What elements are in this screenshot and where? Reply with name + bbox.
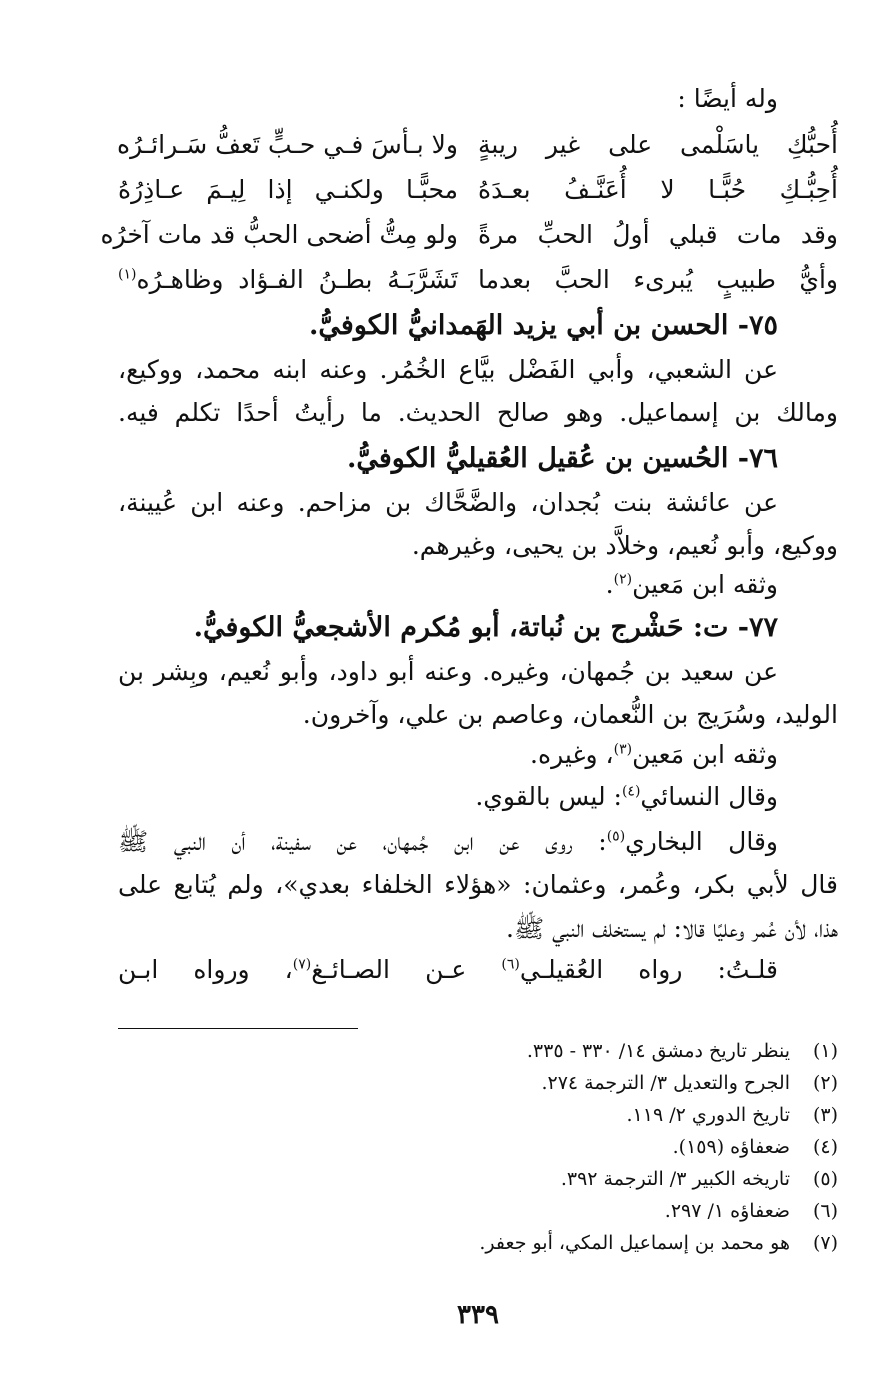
footnote-ref: (١) <box>118 266 137 283</box>
footnote-text: ضعفاؤه ١/ ٢٩٧. <box>664 1200 790 1222</box>
footnote-ref: (٦) <box>501 956 520 973</box>
entry-note-line: وقال النسائي$^{(٤)}$: ليس بالقوي. <box>475 782 778 811</box>
page-number: ٣٣٩ <box>457 1300 499 1330</box>
entry-text-line: عن سعيد بن جُمهان، وغيره. وعنه أبو داود، وأبو نُعيم، وبِشر بن <box>118 657 778 686</box>
entry-text-line: قلـتُ: رواه العُقيلـي$^{(٦)}$ عـن الصـائـغ$^{(٧)}$، ورواه ابـن <box>118 955 779 984</box>
footnote-ref: (٢) <box>613 571 633 588</box>
footnote-ref: (٧) <box>292 956 312 973</box>
entry-text-line: هذا، لأن عُمر وعليًا قالا: لم يستخلف النبي ﷺ. <box>506 914 838 943</box>
footnote-number: (٢) <box>812 1072 838 1094</box>
footnote-text: الجرح والتعديل ٣/ الترجمة ٢٧٤. <box>541 1072 790 1094</box>
footnote-text: هو محمد بن إسماعيل المكي، أبو جعفر. <box>479 1232 790 1254</box>
poem-hemistich: وقد مات قبلي أولُ الحبِّ مرةً <box>478 220 838 249</box>
footnote-text: تاريخه الكبير ٣/ الترجمة ٣٩٢. <box>560 1168 790 1190</box>
entry-heading: ٧٧- ت: حَشْرج بن نُباتة، أبو مُكرم الأشجعيُّ الكوفيُّ. <box>193 612 778 643</box>
poem-hemistich: أُحبُّكِ ياسَلْمى على غير ريبةٍ <box>478 130 838 159</box>
footnote <box>118 1168 838 1190</box>
footnote <box>118 1104 838 1126</box>
footnote-ref: (٤) <box>621 783 641 800</box>
footnote <box>118 1200 838 1222</box>
entry-text-line: الوليد، وسُرَيج بن النُّعمان، وعاصم بن علي، وآخرون. <box>302 700 838 729</box>
footnote-number: (٥) <box>812 1168 838 1190</box>
footnote <box>118 1232 838 1254</box>
entry-text-line: عن عائشة بنت بُجدان، والضَّحَّاك بن مزاحم. وعنه ابن عُيينة، <box>118 488 778 517</box>
footnote-text: ضعفاؤه (١٥٩). <box>672 1136 790 1158</box>
entry-heading: ٧٥- الحسن بن أبي يزيد الهَمدانيُّ الكوفيُّ. <box>309 310 778 341</box>
footnote-ref: (٥) <box>606 828 626 845</box>
poem-hemistich: وأيُّ طبيبٍ يُبرىء الحبَّ بعدما <box>478 265 838 294</box>
footnote-text: تاريخ الدوري ٢/ ١١٩. <box>626 1104 790 1126</box>
footnote-separator <box>118 1028 358 1029</box>
footnote-number: (٤) <box>812 1136 838 1158</box>
entry-text-line: عن الشعبي، وأبي الفَضْل بيَّاع الخُمُر. وعنه ابنه محمد، ووكيع، <box>118 355 778 384</box>
poem-hemistich: ولو مِتُّ أضحى الحبُّ قد مات آخرُه <box>100 220 458 249</box>
poem-hemistich: تَشَرَّبَـهُ بطـنُ الفـؤاد وظاهـرُه$^{(١)}$ <box>118 265 458 294</box>
footnote-text: ينظر تاريخ دمشق ١٤/ ٣٣٠ - ٣٣٥. <box>526 1040 790 1062</box>
footnote-number: (١) <box>812 1040 838 1062</box>
footnote <box>118 1040 838 1062</box>
entry-text-line: ومالك بن إسماعيل. وهو صالح الحديث. ما رأيتُ أحدًا تكلم فيه. <box>118 398 838 427</box>
footnote-number: (٦) <box>812 1200 838 1222</box>
poem-hemistich: محبًّـا ولكنـي إذا لِيـمَ عـاذِرُهُ <box>118 175 458 204</box>
entry-note-line: وقال البخاري$^{(٥)}$: روى عن ابن جُمهان، عن سفينة، أن النبي ﷺ <box>118 827 778 856</box>
entry-note-line: وثقه ابن مَعين$^{(٣)}$، وغيره. <box>530 740 778 769</box>
poem-hemistich: ولا بـأسَ فـي حـبٍّ تَعفُّ سَـرائـرُه <box>116 130 458 159</box>
intro-line: وله أيضًا : <box>677 84 778 113</box>
footnote-number: (٧) <box>812 1232 838 1254</box>
entry-heading: ٧٦- الحُسين بن عُقيل العُقيليُّ الكوفيُّ. <box>347 443 778 474</box>
footnote-number: (٣) <box>812 1104 838 1126</box>
entry-text-line: قال لأبي بكر، وعُمر، وعثمان: «هؤلاء الخلفاء بعدي»، ولم يُتابع على <box>118 870 838 899</box>
footnote-ref: (٣) <box>613 741 633 758</box>
entry-text-line: ووكيع، وأبو نُعيم، وخلاَّد بن يحيى، وغيرهم. <box>411 531 838 560</box>
poem-hemistich: أُحِبُّـكِ حُبًّـا لا أُعَنَّـفُ بعـدَهُ <box>478 175 838 204</box>
footnote <box>118 1136 838 1158</box>
footnote <box>118 1072 838 1094</box>
entry-note-line: وثقه ابن مَعين$^{(٢)}$. <box>605 570 778 599</box>
